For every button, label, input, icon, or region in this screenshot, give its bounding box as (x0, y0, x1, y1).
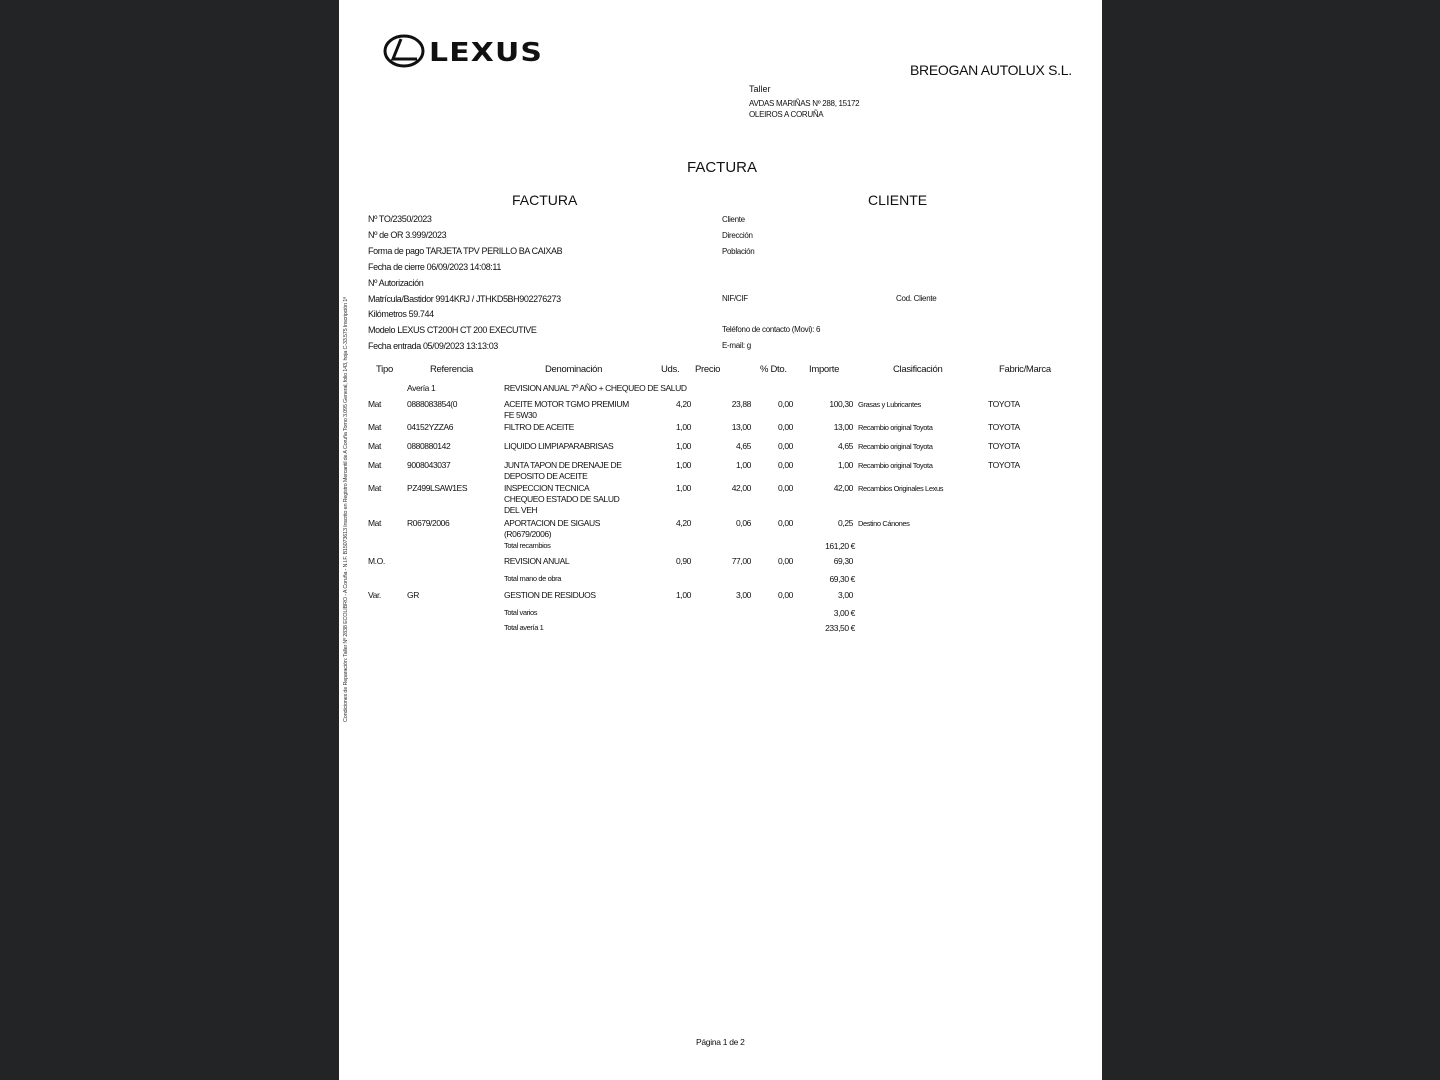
address-line-1: AVDAS MARIÑAS Nº 288, 15172 (749, 99, 860, 108)
table-row-5-importe: 42,00 (833, 483, 853, 493)
table-row-6-denominacion-line2: (R0679/2006) (504, 529, 552, 539)
table-row-3-tipo: Mat (368, 441, 381, 451)
col-header-tipo: Tipo (376, 364, 393, 375)
table-row-4-dto: 0,00 (778, 460, 793, 470)
logo-wordmark: LEXUS (429, 38, 544, 68)
col-header-precio: Precio (695, 364, 721, 375)
client-label: Cliente (722, 215, 745, 224)
total-mano-obra-value: 69,30 € (829, 574, 855, 584)
table-row-4-referencia: 9008043037 (407, 460, 451, 470)
table-row-5-precio: 42,00 (731, 483, 751, 493)
total-recambios-label: Total recambios (504, 541, 551, 550)
table-row-var-precio: 3,00 (736, 590, 751, 600)
table-row-6-dto: 0,00 (778, 518, 793, 528)
table-row-mo-importe: 69,30 (833, 556, 853, 566)
table-row-var-tipo: Var. (368, 590, 381, 600)
table-row-1-precio: 23,88 (731, 399, 751, 409)
col-header-clasificacion: Clasificación (893, 364, 943, 375)
vehicle-model: Modelo LEXUS CT200H CT 200 EXECUTIVE (368, 325, 537, 335)
table-row-4-importe: 1,00 (838, 460, 853, 470)
table-row-5-referencia: PZ499LSAW1ES (407, 483, 468, 493)
table-row-3-uds: 1,00 (676, 441, 691, 451)
table-row-6-clasificacion: Destino Cánones (858, 519, 910, 528)
table-row-mo-uds: 0,90 (676, 556, 691, 566)
col-header-referencia: Referencia (430, 364, 473, 375)
table-row-3-importe: 4,65 (838, 441, 853, 451)
table-row-mo-denominacion: REVISION ANUAL (504, 556, 570, 566)
col-header-importe: Importe (809, 364, 840, 375)
table-row-2-marca: TOYOTA (988, 422, 1020, 432)
table-row-6-tipo: Mat (368, 518, 381, 528)
table-row-5-denominacion-line1: INSPECCION TECNICA (504, 483, 590, 493)
table-row-2-clasificacion: Recambio original Toyota (858, 423, 933, 432)
company-name: BREOGAN AUTOLUX S.L. (910, 62, 1072, 78)
kilometers: Kilómetros 59.744 (368, 309, 434, 319)
table-row-3-marca: TOYOTA (988, 441, 1020, 451)
total-mano-obra-label: Total mano de obra (504, 574, 562, 583)
col-header-denominacion: Denominación (545, 364, 603, 375)
table-row-1-referencia: 0888083854(0 (407, 399, 458, 409)
table-row-5-tipo: Mat (368, 483, 381, 493)
table-row-var-denominacion: GESTION DE RESIDUOS (504, 590, 596, 600)
table-row-mo-precio: 77,00 (731, 556, 751, 566)
table-row-6-referencia: R0679/2006 (407, 518, 450, 528)
table-row-1-denominacion-line2: FE 5W30 (504, 410, 537, 420)
vertical-legal-note: Condiciones de Reparación: Taller Nº 2838 ECOLIBRO - A Coruña - N.I.F. B15073613 Inscrito en Registro Mercantil de A Coruña Tomo 3.095 General, folio 143, hoja C-33.575 Inscripción 1ª (343, 297, 349, 722)
client-nif-label: NIF/CIF (722, 294, 748, 303)
table-row-1-tipo: Mat (368, 399, 381, 409)
or-number: Nº de OR 3.999/2023 (368, 230, 447, 240)
lexus-logo (383, 33, 563, 71)
col-header-uds: Uds. (661, 364, 680, 375)
client-phone-label: Teléfono de contacto (Movi): 6 (722, 325, 821, 334)
address-line-2: OLEIROS A CORUÑA (749, 110, 824, 119)
plate-vin: Matrícula/Bastidor 9914KRJ / JTHKD5BH902276273 (368, 294, 561, 304)
client-town-label: Población (722, 247, 755, 256)
table-row-6-denominacion-line1: APORTACION DE SIGAUS (504, 518, 601, 528)
col-header-fabric: Fabric/Marca (999, 364, 1051, 375)
table-row-3-referencia: 0880880142 (407, 441, 451, 451)
group-label: Avería 1 (407, 383, 436, 393)
table-row-1-uds: 4,20 (676, 399, 691, 409)
table-row-2-uds: 1,00 (676, 422, 691, 432)
table-row-var-importe: 3,00 (838, 590, 853, 600)
table-row-6-importe: 0,25 (838, 518, 853, 528)
table-row-3-dto: 0,00 (778, 441, 793, 451)
table-row-2-referencia: 04152YZZA6 (407, 422, 454, 432)
total-varios-label: Total varios (504, 608, 538, 617)
table-row-5-dto: 0,00 (778, 483, 793, 493)
total-varios-value: 3,00 € (833, 608, 855, 618)
invoice-page (339, 0, 1102, 1080)
table-row-2-dto: 0,00 (778, 422, 793, 432)
group-description: REVISION ANUAL 7º AÑO + CHEQUEO DE SALUD (504, 383, 687, 393)
table-row-5-clasificacion: Recambios Originales Lexus (858, 484, 944, 493)
client-email-label: E-mail: g (722, 341, 751, 350)
table-row-mo-dto: 0,00 (778, 556, 793, 566)
page-number: Página 1 de 2 (696, 1037, 745, 1047)
table-row-1-denominacion-line1: ACEITE MOTOR TGMO PREMIUM (504, 399, 629, 409)
table-row-4-uds: 1,00 (676, 460, 691, 470)
table-row-1-dto: 0,00 (778, 399, 793, 409)
table-row-1-marca: TOYOTA (988, 399, 1020, 409)
table-row-1-clasificacion: Grasas y Lubricantes (858, 400, 921, 409)
table-row-4-marca: TOYOTA (988, 460, 1020, 470)
payment-method: Forma de pago TARJETA TPV PERILLO BA CAIXAB (368, 246, 563, 256)
table-row-2-precio: 13,00 (731, 422, 751, 432)
client-address-label: Dirección (722, 231, 753, 240)
client-code-label: Cod. Cliente (896, 294, 937, 303)
table-row-mo-tipo: M.O. (368, 556, 385, 566)
table-row-4-clasificacion: Recambio original Toyota (858, 461, 933, 470)
table-row-2-denominacion-line1: FILTRO DE ACEITE (504, 422, 574, 432)
table-row-4-denominacion-line2: DEPOSITO DE ACEITE (504, 471, 588, 481)
table-row-5-denominacion-line3: DEL VEH (504, 505, 538, 515)
entry-date: Fecha entrada 05/09/2023 13:13:03 (368, 341, 498, 351)
col-header-dto: % Dto. (760, 364, 787, 375)
table-row-3-clasificacion: Recambio original Toyota (858, 442, 933, 451)
table-row-2-tipo: Mat (368, 422, 381, 432)
table-row-2-importe: 13,00 (833, 422, 853, 432)
table-row-var-dto: 0,00 (778, 590, 793, 600)
authorization-number: Nº Autorización (368, 278, 424, 288)
total-averia-label: Total avería 1 (504, 623, 544, 632)
table-row-5-uds: 1,00 (676, 483, 691, 493)
lexus-emblem-icon (383, 33, 425, 69)
table-row-var-referencia: GR (407, 590, 419, 600)
table-row-4-denominacion-line1: JUNTA TAPON DE DRENAJE DE (504, 460, 622, 470)
table-row-3-denominacion-line1: LIQUIDO LIMPIAPARABRISAS (504, 441, 614, 451)
total-averia-value: 233,50 € (825, 623, 855, 633)
table-row-var-uds: 1,00 (676, 590, 691, 600)
table-row-3-precio: 4,65 (736, 441, 751, 451)
document-title: FACTURA (687, 159, 758, 176)
table-row-1-importe: 100,30 (829, 399, 853, 409)
closing-date: Fecha de cierre 06/09/2023 14:08:11 (368, 262, 501, 272)
table-row-6-precio: 0,06 (736, 518, 751, 528)
table-row-5-denominacion-line2: CHEQUEO ESTADO DE SALUD (504, 494, 620, 504)
table-row-4-tipo: Mat (368, 460, 381, 470)
table-row-6-uds: 4,20 (676, 518, 691, 528)
total-recambios-value: 161,20 € (825, 541, 855, 551)
section-factura-heading: FACTURA (512, 192, 578, 208)
table-row-4-precio: 1,00 (736, 460, 751, 470)
invoice-number: Nº TO/2350/2023 (368, 214, 432, 224)
section-cliente-heading: CLIENTE (868, 192, 928, 208)
taller-label: Taller (749, 84, 771, 94)
